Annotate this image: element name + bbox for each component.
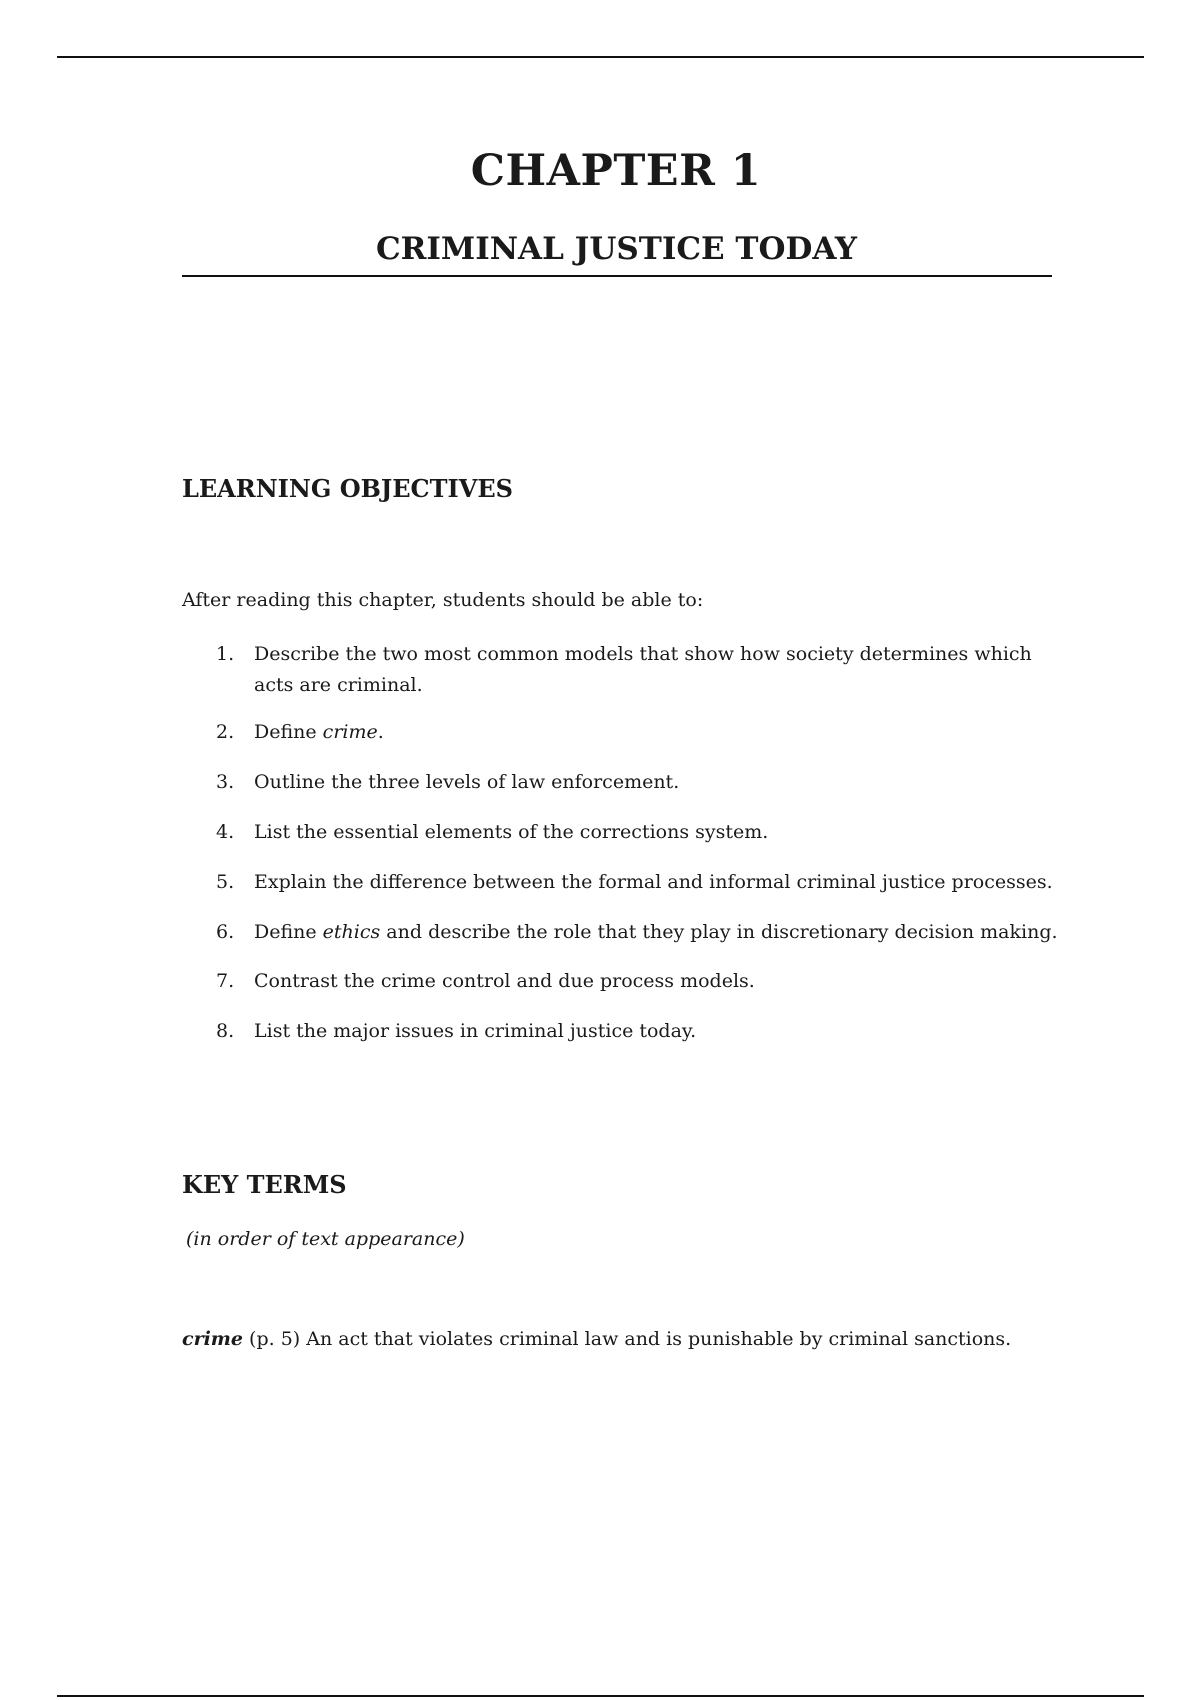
title-underline: [182, 275, 1052, 277]
objective-text: List the major issues in criminal justice today.: [254, 1020, 697, 1042]
objectives-intro: After reading this chapter, students should be able to:: [182, 589, 704, 611]
chapter-title: CRIMINAL JUSTICE TODAY: [375, 231, 858, 267]
top-rule: [57, 56, 1144, 58]
learning-objectives-heading: LEARNING OBJECTIVES: [182, 474, 513, 503]
bottom-rule: [57, 1695, 1144, 1697]
objective-number: 6.: [216, 921, 235, 943]
key-term-definition: An act that violates criminal law and is punishable by criminal sanctions.: [306, 1328, 1012, 1350]
objective-number: 5.: [216, 871, 235, 893]
objective-text: Contrast the crime control and due process models.: [254, 970, 755, 992]
objective-number: 4.: [216, 821, 235, 843]
objective-text: Define ethics and describe the role that they play in discretionary decision making.: [254, 921, 1058, 943]
objective-number: 2.: [216, 721, 235, 743]
key-term-entry: [182, 1328, 1011, 1350]
objective-text: Outline the three levels of law enforcement.: [254, 771, 680, 793]
objective-number: 1.: [216, 643, 235, 665]
key-terms-heading: KEY TERMS: [182, 1170, 347, 1199]
objective-text: Explain the difference between the formal and informal criminal justice processes.: [254, 871, 1053, 893]
objective-text: Define crime.: [254, 721, 384, 743]
objective-text: Describe the two most common models that show how society determines which acts are criminal.: [254, 643, 1032, 696]
objective-number: 8.: [216, 1020, 235, 1042]
objective-number: 7.: [216, 970, 235, 992]
key-term-page: (p. 5): [249, 1328, 301, 1350]
objective-number: 3.: [216, 771, 235, 793]
objective-text: List the essential elements of the corrections system.: [254, 821, 769, 843]
key-term-word: crime: [182, 1328, 243, 1350]
chapter-number: CHAPTER 1: [470, 146, 762, 196]
key-terms-note: (in order of text appearance): [186, 1228, 465, 1250]
